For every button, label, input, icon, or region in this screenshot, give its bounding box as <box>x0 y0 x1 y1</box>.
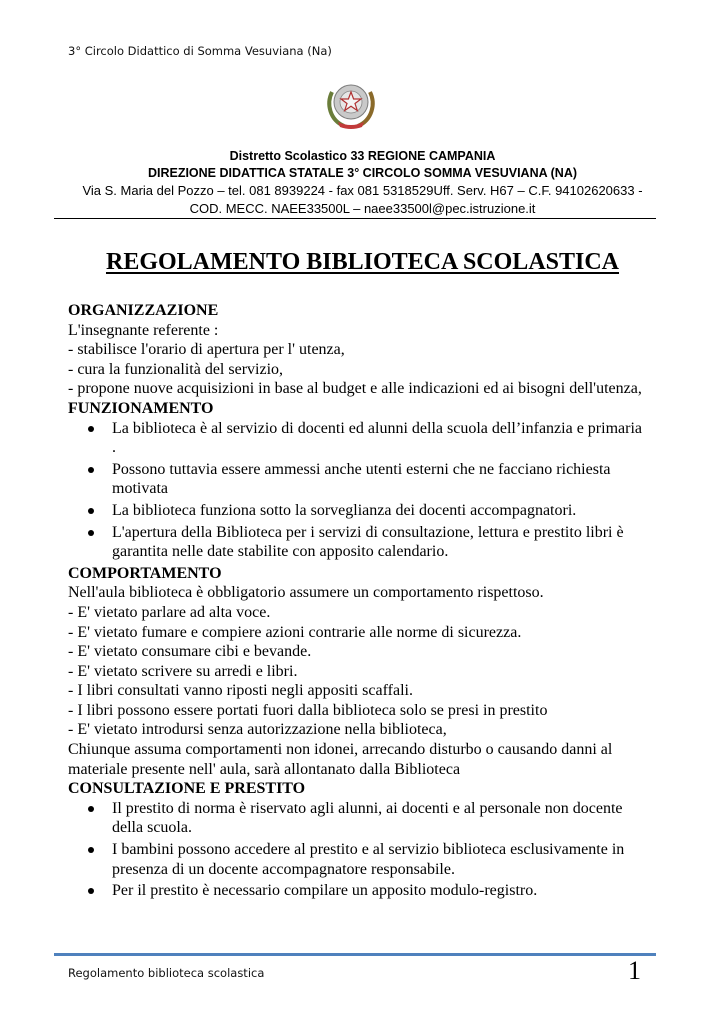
paragraph-line: - E' vietato fumare e compiere azioni contrarie alle norme di sicurezza. <box>68 623 522 641</box>
page-header: 3° Circolo Didattico di Somma Vesuviana (Na) <box>68 44 332 58</box>
repubblica-italiana-emblem-icon <box>322 78 380 130</box>
list-item: La biblioteca funziona sotto la sorveglianza dei docenti accompagnatori. <box>112 501 648 521</box>
paragraph-line: - cura la funzionalità del servizio, <box>68 360 284 378</box>
section-heading-comportamento: COMPORTAMENTO <box>68 564 222 582</box>
list-item: L'apertura della Biblioteca per i servizi di consultazione, lettura e prestito libri è garantita nelle date stabilite con apposito calendario. <box>112 523 648 562</box>
paragraph-line: - E' vietato introdursi senza autorizzazione nella biblioteca, <box>68 721 447 739</box>
letterhead <box>40 148 685 218</box>
page-number: 1 <box>628 956 641 985</box>
paragraph-line: - E' vietato scrivere su arredi e libri. <box>68 662 298 680</box>
page-footer: Regolamento biblioteca scolastica <box>68 966 265 980</box>
paragraph-line: L'insegnante referente : <box>68 321 219 339</box>
paragraph-line: - I libri consultati vanno riposti negli appositi scaffali. <box>68 682 413 700</box>
paragraph-line: - I libri possono essere portati fuori dalla biblioteca solo se presi in prestito <box>68 701 548 719</box>
section-heading-consultazione: CONSULTAZIONE E PRESTITO <box>68 780 306 798</box>
letterhead-divider <box>54 218 656 219</box>
list-item: Per il prestito è necessario compilare un apposito modulo-registro. <box>112 881 648 901</box>
direction-line: DIREZIONE DIDATTICA STATALE 3° CIRCOLO SOMMA VESUVIANA (NA) <box>147 166 578 180</box>
district-line: Distretto Scolastico 33 REGIONE CAMPANIA <box>229 149 496 163</box>
list-item: La biblioteca è al servizio di docenti ed alunni della scuola dell’infanzia e primaria . <box>112 419 648 458</box>
bullet-list-funzionamento <box>68 419 648 562</box>
paragraph-line: - E' vietato parlare ad alta voce. <box>68 603 271 621</box>
paragraph-line: - propone nuove acquisizioni in base al budget e alle indicazioni ed ai bisogni dell'utenza, <box>68 380 642 398</box>
paragraph-line: - E' vietato consumare cibi e bevande. <box>68 643 312 661</box>
list-item: I bambini possono accedere al prestito e al servizio biblioteca esclusivamente in presenza di un docente accompagnatore responsabile. <box>112 840 648 879</box>
paragraph-line: Chiunque assuma comportamenti non idonei, arrecando disturbo o causando danni al materiale presente nell' aula, sarà allontanato dalla Biblioteca <box>68 741 613 778</box>
bullet-list-consultazione <box>68 799 648 901</box>
document-title: REGOLAMENTO BIBLIOTECA SCOLASTICA <box>105 249 620 275</box>
code-email-line: COD. MECC. NAEE33500L – naee33500l@pec.istruzione.it <box>189 201 536 216</box>
document-body <box>68 301 648 903</box>
address-line: Via S. Maria del Pozzo – tel. 081 8939224 - fax 081 5318529Uff. Serv. H67 – C.F. 94102620633 - <box>82 183 643 198</box>
footer-divider <box>54 953 656 956</box>
paragraph-line: Nell'aula biblioteca è obbligatorio assumere un comportamento rispettoso. <box>68 584 544 602</box>
list-item: Il prestito di norma è riservato agli alunni, ai docenti e al personale non docente della scuola. <box>112 799 648 838</box>
section-heading-organizzazione: ORGANIZZAZIONE <box>68 302 219 319</box>
list-item: Possono tuttavia essere ammessi anche utenti esterni che ne facciano richiesta motivata <box>112 460 648 499</box>
paragraph-line: - stabilisce l'orario di apertura per l' utenza, <box>68 341 345 359</box>
section-heading-funzionamento: FUNZIONAMENTO <box>68 399 214 417</box>
